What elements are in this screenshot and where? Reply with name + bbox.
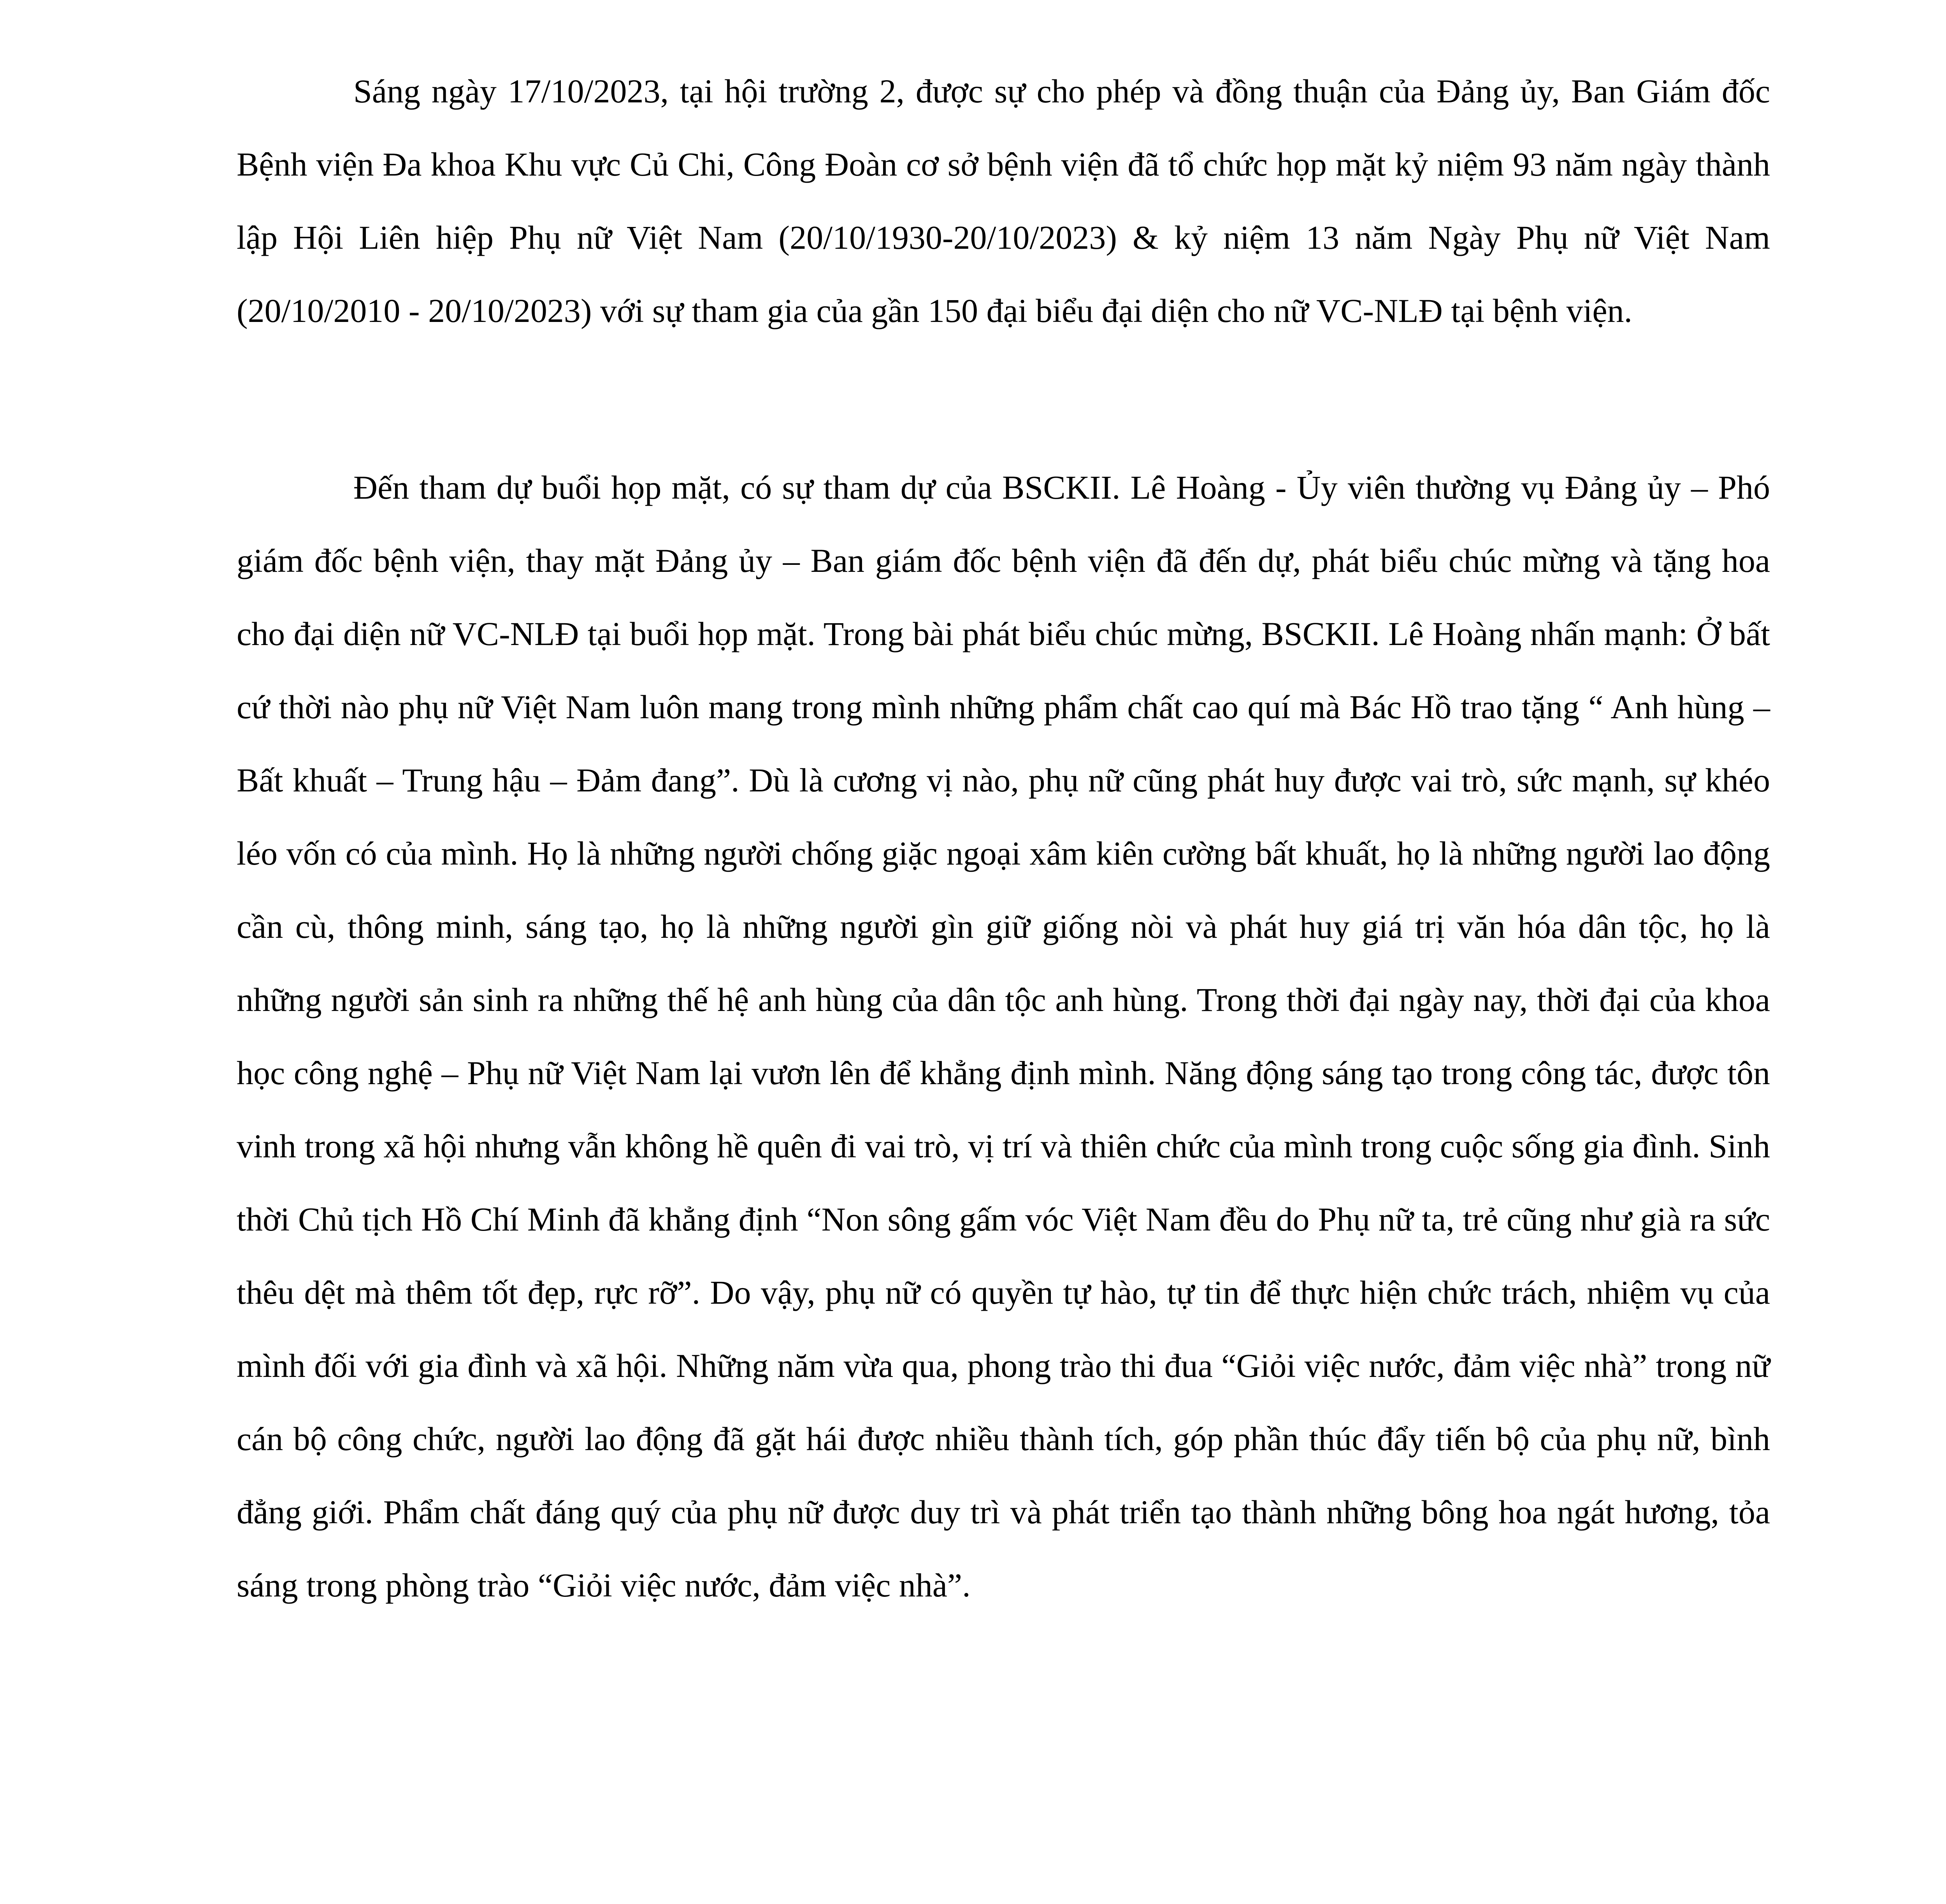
paragraph-text: Sáng ngày 17/10/2023, tại hội trường 2, được sự cho phép và đồng thuận của Đảng ủy, Ban Giám đốc Bệnh viện Đa khoa Khu vực Củ Chi, Công Đoàn cơ sở bệnh viện đã tổ chức họp mặt kỷ niệm 93 năm ngày thành lập Hội Liên hiệp Phụ nữ Việt Nam (20/10/1930-20/10/2023) & kỷ niệm 13 năm Ngày Phụ nữ Việt Nam (20/10/2010 - 20/10/2023) với sự tham gia của gần 150 đại biểu đại diện cho nữ VC-NLĐ tại bệnh viện.	[237, 72, 1770, 329]
paragraph-text: Đến tham dự buổi họp mặt, có sự tham dự của BSCKII. Lê Hoàng - Ủy viên thường vụ Đảng ủy – Phó giám đốc bệnh viện, thay mặt Đảng ủy – Ban giám đốc bệnh viện đã đến dự, phát biểu chúc mừng và tặng hoa cho đại diện nữ VC-NLĐ tại buổi họp mặt. Trong bài phát biểu chúc mừng, BSCKII. Lê Hoàng nhấn mạnh: Ở bất cứ thời nào phụ nữ Việt Nam luôn mang trong mình những phẩm chất cao quí mà Bác Hồ trao tặng “ Anh hùng – Bất khuất – Trung hậu – Đảm đang”. Dù là cương vị nào, phụ nữ cũng phát huy được vai trò, sức mạnh, sự khéo léo vốn có của mình. Họ là những người chống giặc ngoại xâm kiên cường bất khuất, họ là những người lao động cần cù, thông minh, sáng tạo, họ là những người gìn giữ giống nòi và phát huy giá trị văn hóa dân tộc, họ là những người sản sinh ra những thế hệ anh hùng của dân tộc anh hùng. Trong thời đại ngày nay, thời đại của khoa học công nghệ – Phụ nữ Việt Nam lại vươn lên để khẳng định mình. Năng động sáng tạo trong công tác, được tôn vinh trong xã hội nhưng vẫn không hề quên đi vai trò, vị trí và thiên chức của mình trong cuộc sống gia đình. Sinh thời Chủ tịch Hồ Chí Minh đã khẳng định “Non sông gấm vóc Việt Nam đều do Phụ nữ ta, trẻ cũng như già ra sức thêu dệt mà thêm tốt đẹp, rực rỡ”. Do vậy, phụ nữ có quyền tự hào, tự tin để thực hiện chức trách, nhiệm vụ của mình đối với gia đình và xã hội. Những năm vừa qua, phong trào thi đua “Giỏi việc nước, đảm việc nhà” trong nữ cán bộ công chức, người lao động đã gặt hái được nhiều thành tích, góp phần thúc đẩy tiến bộ của phụ nữ, bình đẳng giới. Phẩm chất đáng quý của phụ nữ được duy trì và phát triển tạo thành những bông hoa ngát hương, tỏa sáng trong phòng trào “Giỏi việc nước, đảm việc nhà”.	[237, 469, 1770, 1604]
paragraph-speech	[237, 451, 1770, 1899]
paragraph-intro	[237, 55, 1770, 420]
